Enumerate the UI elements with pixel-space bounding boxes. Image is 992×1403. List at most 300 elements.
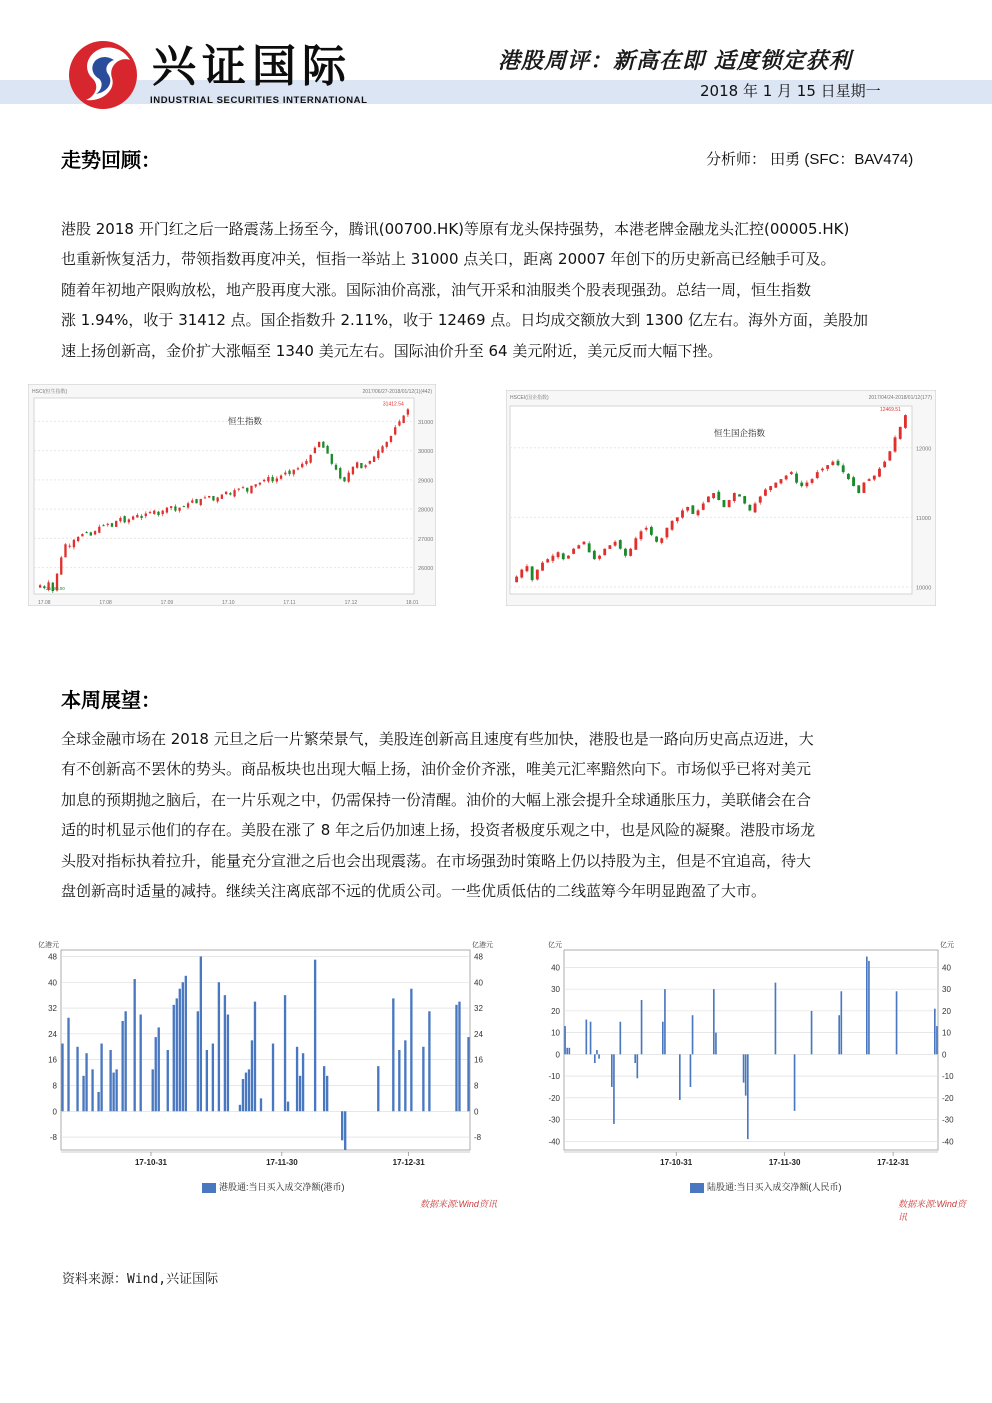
data-bar xyxy=(200,956,202,1111)
data-bar xyxy=(109,1050,111,1111)
candle-body xyxy=(153,511,155,514)
low-price-label: 25199.00 xyxy=(46,586,65,591)
candle-body xyxy=(301,464,303,467)
candle-body xyxy=(754,503,757,512)
candle-body xyxy=(868,479,871,481)
y-tick-label: 11000 xyxy=(916,515,931,522)
data-bar xyxy=(568,1048,570,1055)
candle-body xyxy=(645,528,648,530)
data-bar xyxy=(410,989,412,1112)
company-logo-icon xyxy=(66,38,140,112)
data-bar xyxy=(299,1076,301,1111)
candle-body xyxy=(780,479,783,483)
data-bar xyxy=(664,989,666,1054)
plot-area xyxy=(34,398,414,594)
paragraph-line: 有不创新高不罢休的势头。商品板块也出现大幅上扬，油价金价齐涨，唯美元汇率黯然向下。市场似乎已将对美元 xyxy=(61,760,812,779)
data-bar xyxy=(794,1054,796,1111)
candle-body xyxy=(305,461,307,464)
candle-body xyxy=(225,492,227,494)
candle-body xyxy=(536,570,539,580)
data-bar xyxy=(242,1079,244,1111)
y-tick-label-right: -20 xyxy=(942,1093,954,1103)
candle-body xyxy=(364,465,366,467)
candle-body xyxy=(774,483,777,488)
data-bar xyxy=(619,1022,621,1055)
y-tick-label: 10000 xyxy=(916,585,932,592)
candle-body xyxy=(702,503,705,509)
candle-body xyxy=(847,474,850,479)
data-bar xyxy=(254,1002,256,1112)
data-bar xyxy=(936,1026,938,1054)
candle-body xyxy=(686,507,689,511)
chart-title: 恒生国企指数 xyxy=(714,429,766,439)
data-bar xyxy=(112,1073,114,1112)
candle-body xyxy=(407,409,409,414)
y-tick-label-left: 32 xyxy=(48,1004,57,1014)
candle-body xyxy=(655,537,658,542)
candle-body xyxy=(531,566,534,580)
data-bar xyxy=(284,995,286,1111)
candle-body xyxy=(90,532,92,535)
candle-body xyxy=(676,517,679,521)
hsi-chart-svg xyxy=(28,384,436,606)
data-bar xyxy=(260,1098,262,1111)
paragraph-line: 港股 2018 开门红之后一路震荡上扬至今，腾讯(00700.HK)等原有龙头保持强势，本港老牌金融龙头汇控(00005.HK) xyxy=(61,220,850,238)
candle-body xyxy=(873,476,876,480)
candle-body xyxy=(541,563,544,571)
candle-body xyxy=(660,538,663,543)
northbound-chart-svg xyxy=(528,940,972,1180)
x-tick-label: 17-11-30 xyxy=(768,1158,801,1167)
y-tick-label: 27000 xyxy=(418,536,434,543)
data-bar xyxy=(455,1005,457,1111)
data-bar xyxy=(458,1002,460,1112)
data-bar xyxy=(212,1044,214,1112)
data-bar xyxy=(218,982,220,1111)
data-bar xyxy=(868,961,870,1054)
candle-body xyxy=(666,528,669,538)
data-bar xyxy=(185,976,187,1111)
candle-body xyxy=(759,497,762,503)
report-date: 2018 年 1 月 15 日星期一 xyxy=(700,82,881,100)
data-bar xyxy=(245,1073,247,1112)
southbound-bar-chart xyxy=(30,940,500,1212)
hscei-chart-svg xyxy=(506,390,936,606)
y-tick-label-left: -8 xyxy=(49,1133,57,1143)
x-tick-label: 17-10-31 xyxy=(660,1158,693,1167)
last-price-label: 12469.51 xyxy=(879,407,901,414)
chart-legend xyxy=(202,1180,345,1193)
candle-body xyxy=(624,549,627,556)
y-tick-label-right: 0 xyxy=(474,1107,479,1117)
x-tick-label: 17.10 xyxy=(222,600,235,606)
data-bar xyxy=(121,1021,123,1111)
last-price-label: 31412.54 xyxy=(382,401,404,408)
data-bar xyxy=(134,979,136,1111)
candle-body xyxy=(748,505,751,510)
candle-body xyxy=(572,549,575,554)
data-bar xyxy=(690,1054,692,1087)
candle-body xyxy=(233,490,235,496)
candle-body xyxy=(671,521,674,530)
candle-body xyxy=(398,421,400,425)
candle-body xyxy=(712,493,715,498)
y-tick-label-left: 24 xyxy=(48,1029,57,1039)
data-bar xyxy=(248,1069,250,1111)
candle-body xyxy=(593,551,596,559)
candle-body xyxy=(170,506,172,508)
outlook-paragraph xyxy=(61,724,939,906)
x-tick-label: 17-11-30 xyxy=(266,1158,298,1167)
candle-body xyxy=(842,465,845,472)
candle-body xyxy=(520,570,523,578)
candle-body xyxy=(174,506,176,510)
y-tick-label-left: -10 xyxy=(548,1072,560,1082)
candle-body xyxy=(826,465,829,469)
data-bar xyxy=(152,1069,154,1111)
candle-body xyxy=(314,448,316,453)
section-title-review: 走势回顾： xyxy=(61,148,161,172)
y-tick-label-right: 30 xyxy=(942,985,951,995)
candle-body xyxy=(681,510,684,517)
candle-body xyxy=(250,486,252,493)
y-tick-label: 29000 xyxy=(418,478,434,485)
data-bar xyxy=(564,1026,566,1054)
data-bar xyxy=(467,1037,469,1111)
candle-body xyxy=(267,477,269,481)
x-tick-label: 17.09 xyxy=(160,600,174,606)
candle-body xyxy=(831,462,834,465)
data-bar xyxy=(747,1054,749,1139)
data-bar xyxy=(598,1054,600,1058)
candle-body xyxy=(145,514,147,517)
data-bar xyxy=(377,1066,379,1111)
candle-body xyxy=(373,457,375,462)
y-tick-label-left: 0 xyxy=(555,1050,560,1060)
data-bar xyxy=(176,998,178,1111)
candle-body xyxy=(557,552,560,557)
candle-body xyxy=(377,451,379,458)
candle-body xyxy=(149,512,151,513)
candle-body xyxy=(821,469,824,471)
candle-body xyxy=(816,472,819,478)
candle-body xyxy=(288,471,290,474)
candle-body xyxy=(297,468,299,469)
candle-body xyxy=(200,499,202,505)
x-tick-label: 17-10-31 xyxy=(134,1158,167,1167)
paragraph-line: 适的时机显示他们的存在。美股在涨了 8 年之后仍加速上扬，投资者极度乐观之中，也是风险的凝聚。港股市场龙 xyxy=(61,821,816,840)
candle-body xyxy=(140,516,142,518)
data-bar xyxy=(140,1015,142,1112)
data-bar xyxy=(679,1054,681,1100)
data-bar xyxy=(326,1076,328,1111)
candle-body xyxy=(259,483,261,485)
candle-body xyxy=(204,497,206,498)
data-bar xyxy=(182,982,184,1111)
candle-body xyxy=(73,540,75,547)
section-title-outlook: 本周展望： xyxy=(61,688,161,712)
candle-body xyxy=(115,521,117,527)
paragraph-line: 也重新恢复活力，带领指数再度冲关，恒指一举站上 31000 点关口，距离 20007 年创下的历史新高已经触手可及。 xyxy=(61,250,836,269)
candle-body xyxy=(195,499,197,503)
candle-body xyxy=(64,544,66,557)
data-bar xyxy=(323,1066,325,1111)
y-tick-label-right: 20 xyxy=(942,1006,951,1016)
data-bar xyxy=(934,1009,936,1055)
data-bar xyxy=(179,989,181,1112)
candle-body xyxy=(562,553,565,559)
candle-body xyxy=(229,493,231,494)
candle-body xyxy=(738,494,741,496)
candle-body xyxy=(271,477,273,481)
candle-body xyxy=(386,442,388,447)
candle-body xyxy=(132,516,134,519)
candle-body xyxy=(640,531,643,539)
paragraph-line: 随着年初地产限购放松，地产股再度大涨。国际油价高涨，油气开采和油服类个股表现强劲。总结一周，恒生指数 xyxy=(61,280,812,299)
candle-body xyxy=(339,468,341,478)
y-tick-label-right: 10 xyxy=(942,1028,951,1038)
paragraph-line: 全球金融市场在 2018 元旦之后一片繁荣景气，美股连创新高且速度有些加快，港股也是一路向历史高点迈进，大 xyxy=(61,730,814,748)
legend-swatch xyxy=(690,1183,704,1193)
data-bar xyxy=(124,1011,126,1111)
unit-label-left: 亿元 xyxy=(548,941,562,949)
legend-swatch xyxy=(202,1183,216,1193)
data-bar xyxy=(840,991,842,1054)
y-tick-label-left: -40 xyxy=(548,1137,560,1147)
brand-name-en: INDUSTRIAL SECURITIES INTERNATIONAL xyxy=(150,95,368,106)
y-tick-label-right: 40 xyxy=(942,963,951,973)
candle-body xyxy=(162,511,164,514)
data-bar xyxy=(596,1050,598,1054)
y-tick-label-right: -10 xyxy=(942,1072,954,1082)
y-tick-label-left: 20 xyxy=(551,1006,560,1016)
candle-body xyxy=(119,518,121,521)
candle-body xyxy=(515,577,518,583)
y-tick-label-right: 16 xyxy=(474,1055,483,1065)
candle-body xyxy=(764,490,767,496)
data-bar xyxy=(392,998,394,1111)
y-tick-label: 26000 xyxy=(418,566,434,573)
data-bar xyxy=(224,995,226,1111)
data-bar xyxy=(173,1005,175,1111)
y-tick-label-right: 0 xyxy=(942,1050,947,1060)
candle-body xyxy=(717,492,720,500)
candle-body xyxy=(343,477,345,481)
candle-body xyxy=(280,476,282,479)
data-bar xyxy=(239,1105,241,1111)
data-bar xyxy=(67,1018,69,1112)
candle-body xyxy=(352,467,354,474)
y-tick-label-left: 8 xyxy=(52,1081,57,1091)
paragraph-line: 速上扬创新高，金价扩大涨幅至 1340 美元左右。国际油价升至 64 美元附近，美元反而大幅下挫。 xyxy=(61,341,723,360)
data-bar xyxy=(287,1102,289,1112)
candle-body xyxy=(650,527,653,535)
data-bar xyxy=(76,1047,78,1112)
data-bar xyxy=(167,1050,169,1111)
data-bar xyxy=(641,1000,643,1054)
data-bar xyxy=(302,1053,304,1111)
candle-body xyxy=(356,462,358,467)
data-bar xyxy=(158,1027,160,1111)
candle-body xyxy=(191,500,193,502)
candle-body xyxy=(284,473,286,475)
y-tick-label-right: 48 xyxy=(474,952,483,962)
candle-body xyxy=(390,436,392,442)
data-bar xyxy=(896,991,898,1054)
source-note: 资料来源：Wind,兴证国际 xyxy=(62,1272,219,1287)
candle-body xyxy=(577,545,580,548)
x-tick-label: 17.08 xyxy=(99,600,112,606)
candle-body xyxy=(883,462,886,467)
data-bar xyxy=(344,1111,346,1150)
candle-body xyxy=(394,427,396,434)
data-bar xyxy=(206,1050,208,1111)
y-tick-label-left: 0 xyxy=(52,1107,57,1117)
chart-header-right: 2017/06/27-2018/01/12(1)(442) xyxy=(362,389,432,395)
review-paragraph xyxy=(61,214,939,366)
candle-body xyxy=(107,524,109,525)
brand-name-cn: 兴证国际 xyxy=(152,41,352,92)
candle-body xyxy=(526,566,529,571)
candle-body xyxy=(634,538,637,549)
data-bar xyxy=(590,1022,592,1055)
data-bar xyxy=(227,1015,229,1112)
candle-body xyxy=(878,469,881,477)
northbound-bar-chart xyxy=(528,940,972,1222)
candle-body xyxy=(178,508,180,511)
data-bar xyxy=(594,1054,596,1063)
y-tick-label: 12000 xyxy=(916,446,932,453)
chart-title: 恒生指数 xyxy=(228,417,263,427)
candle-body xyxy=(598,556,601,559)
x-tick-label: 18.01 xyxy=(406,600,419,606)
y-tick-label: 30000 xyxy=(418,449,434,456)
southbound-chart-svg xyxy=(30,940,500,1180)
y-tick-label-left: 48 xyxy=(48,952,57,962)
data-bar xyxy=(811,1011,813,1054)
chart-header-left: HSCI(恒生指数) xyxy=(32,389,68,395)
paragraph-line: 加息的预期抛之脑后，在一片乐观之中，仍需保持一份清醒。油价的大幅上涨会提升全球通胀压力，美联储会在合 xyxy=(61,790,812,809)
data-bar xyxy=(692,1015,694,1054)
candle-body xyxy=(318,442,320,447)
candle-body xyxy=(212,496,214,500)
candle-body xyxy=(805,483,808,487)
data-bar xyxy=(398,1050,400,1111)
data-bar xyxy=(272,1044,274,1112)
candle-body xyxy=(136,515,138,517)
data-bar xyxy=(296,1047,298,1112)
data-bar xyxy=(715,1033,717,1055)
candle-body xyxy=(221,495,223,499)
chart-header-right: 2017/04/24-2018/01/12(177) xyxy=(868,395,932,401)
chart-legend xyxy=(690,1180,842,1193)
candle-body xyxy=(811,479,814,483)
candle-body xyxy=(852,477,855,486)
candle-body xyxy=(567,556,570,559)
data-bar xyxy=(662,1022,664,1055)
candle-body xyxy=(276,478,278,481)
legend-label: 陆股通:当日买入成交净额(人民币) xyxy=(707,1182,842,1192)
candle-body xyxy=(707,497,710,503)
legend-label: 港股通:当日买入成交净额(港币) xyxy=(219,1182,345,1192)
candle-body xyxy=(309,455,311,463)
data-bar xyxy=(155,1037,157,1111)
data-bar xyxy=(713,989,715,1054)
x-tick-label: 17-12-31 xyxy=(392,1158,425,1167)
unit-label-left: 亿港元 xyxy=(38,941,59,949)
y-tick-label-left: 30 xyxy=(551,985,560,995)
y-tick-label-left: 40 xyxy=(48,978,57,988)
candle-body xyxy=(857,485,860,493)
chart-source: 数据来源:Wind资讯 xyxy=(898,1199,966,1222)
paragraph-line: 涨 1.94%，收于 31412 点。国企指数升 2.11%，收于 12469 点。日均成交额放大到 1300 亿左右。海外方面，美股加 xyxy=(61,311,869,330)
y-tick-label: 31000 xyxy=(418,419,434,426)
candle-body xyxy=(369,461,371,464)
candle-body xyxy=(123,516,125,522)
candle-body xyxy=(800,483,803,486)
candle-body xyxy=(894,437,897,451)
candle-body xyxy=(790,472,793,474)
x-tick-label: 17.08 xyxy=(38,600,51,606)
candle-body xyxy=(326,446,328,454)
chart-header-left: HSCEI(国企指数) xyxy=(510,395,549,401)
candle-body xyxy=(111,523,113,527)
data-bar xyxy=(85,1053,87,1111)
candle-body xyxy=(888,451,891,460)
data-bar xyxy=(422,1047,424,1112)
x-tick-label: 17-12-31 xyxy=(877,1158,910,1167)
y-tick-label: 28000 xyxy=(418,507,434,514)
y-tick-label-left: 16 xyxy=(48,1055,57,1065)
unit-label-right: 亿元 xyxy=(940,941,954,949)
data-bar xyxy=(428,1011,430,1111)
data-bar xyxy=(251,1040,253,1111)
data-bar xyxy=(866,957,868,1055)
candle-body xyxy=(246,488,248,492)
candle-body xyxy=(166,508,168,513)
y-tick-label-right: 40 xyxy=(474,978,483,988)
paragraph-line: 头股对指标执着拉升，能量充分宣泄之后也会出现震荡。在市场强劲时策略上仍以持股为主，但是不宜追高，待大 xyxy=(61,851,812,870)
y-tick-label-right: 8 xyxy=(474,1081,479,1091)
candle-body xyxy=(128,519,130,522)
data-bar xyxy=(838,1015,840,1054)
unit-label-right: 亿港元 xyxy=(472,941,493,949)
y-tick-label-left: -20 xyxy=(548,1093,560,1103)
candle-body xyxy=(183,506,185,507)
x-tick-label: 17.12 xyxy=(344,600,358,606)
data-bar xyxy=(636,1054,638,1078)
analyst-info: 分析师： 田勇 (SFC：BAV474) xyxy=(706,151,914,168)
chart-source: 数据来源:Wind资讯 xyxy=(420,1199,497,1209)
candle-body xyxy=(216,497,218,501)
candle-body xyxy=(603,549,606,555)
y-tick-label-right: 32 xyxy=(474,1004,483,1014)
data-bar xyxy=(613,1054,615,1124)
data-bar xyxy=(97,1092,99,1111)
candle-body xyxy=(255,484,257,486)
data-bar xyxy=(61,1044,63,1112)
paragraph-line: 盘创新高时适量的减持。继续关注离底部不远的优质公司。一些优质低估的二线蓝筹今年明显跑盈了大市。 xyxy=(61,882,767,901)
data-bar xyxy=(91,1069,93,1111)
candle-body xyxy=(629,549,632,556)
candle-body xyxy=(691,505,694,513)
candle-body xyxy=(242,487,244,488)
candle-body xyxy=(743,496,746,503)
candle-body xyxy=(94,531,96,534)
data-bar xyxy=(404,1040,406,1111)
y-tick-label-right: -40 xyxy=(942,1137,954,1147)
x-tick-label: 17.11 xyxy=(283,600,296,606)
